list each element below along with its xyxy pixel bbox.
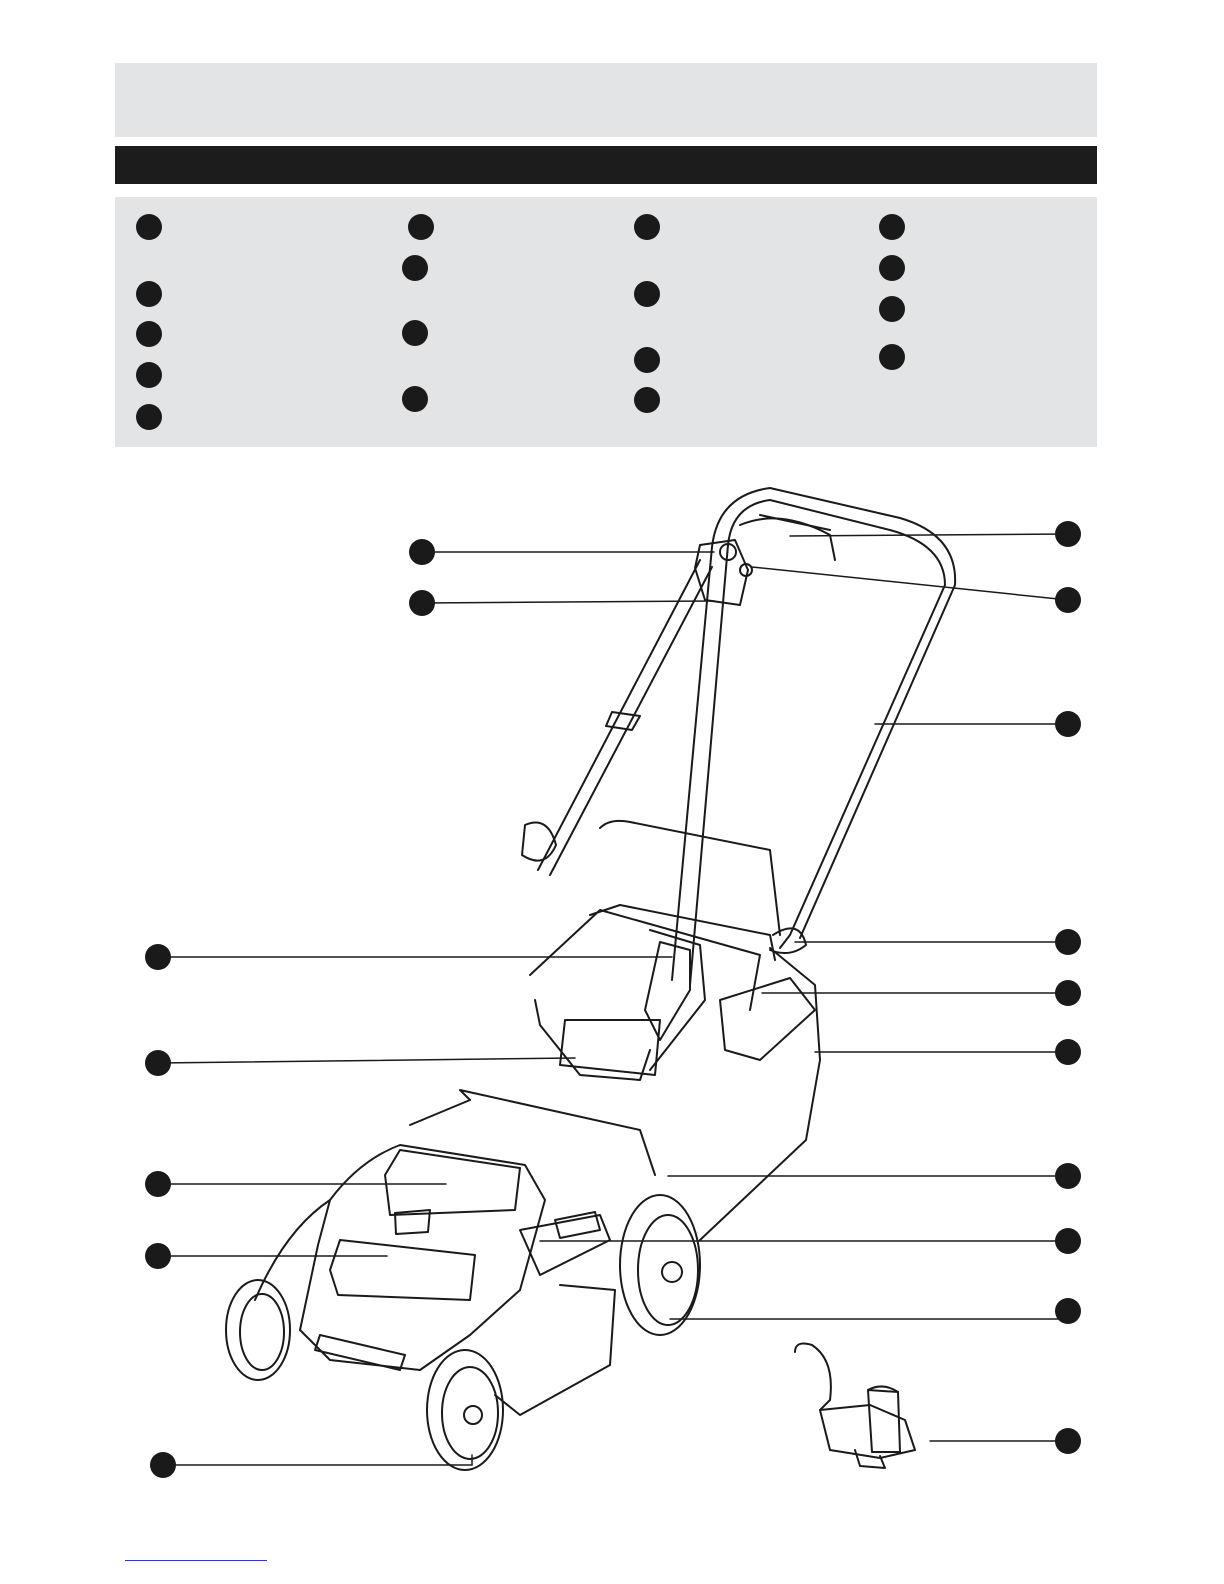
handle-frame (522, 488, 955, 985)
wheels (226, 1195, 700, 1470)
mower-deck (255, 1090, 655, 1415)
footer-link-underline[interactable] (125, 1560, 267, 1561)
mulching-plug (790, 1344, 915, 1584)
grass-box (530, 821, 820, 1240)
